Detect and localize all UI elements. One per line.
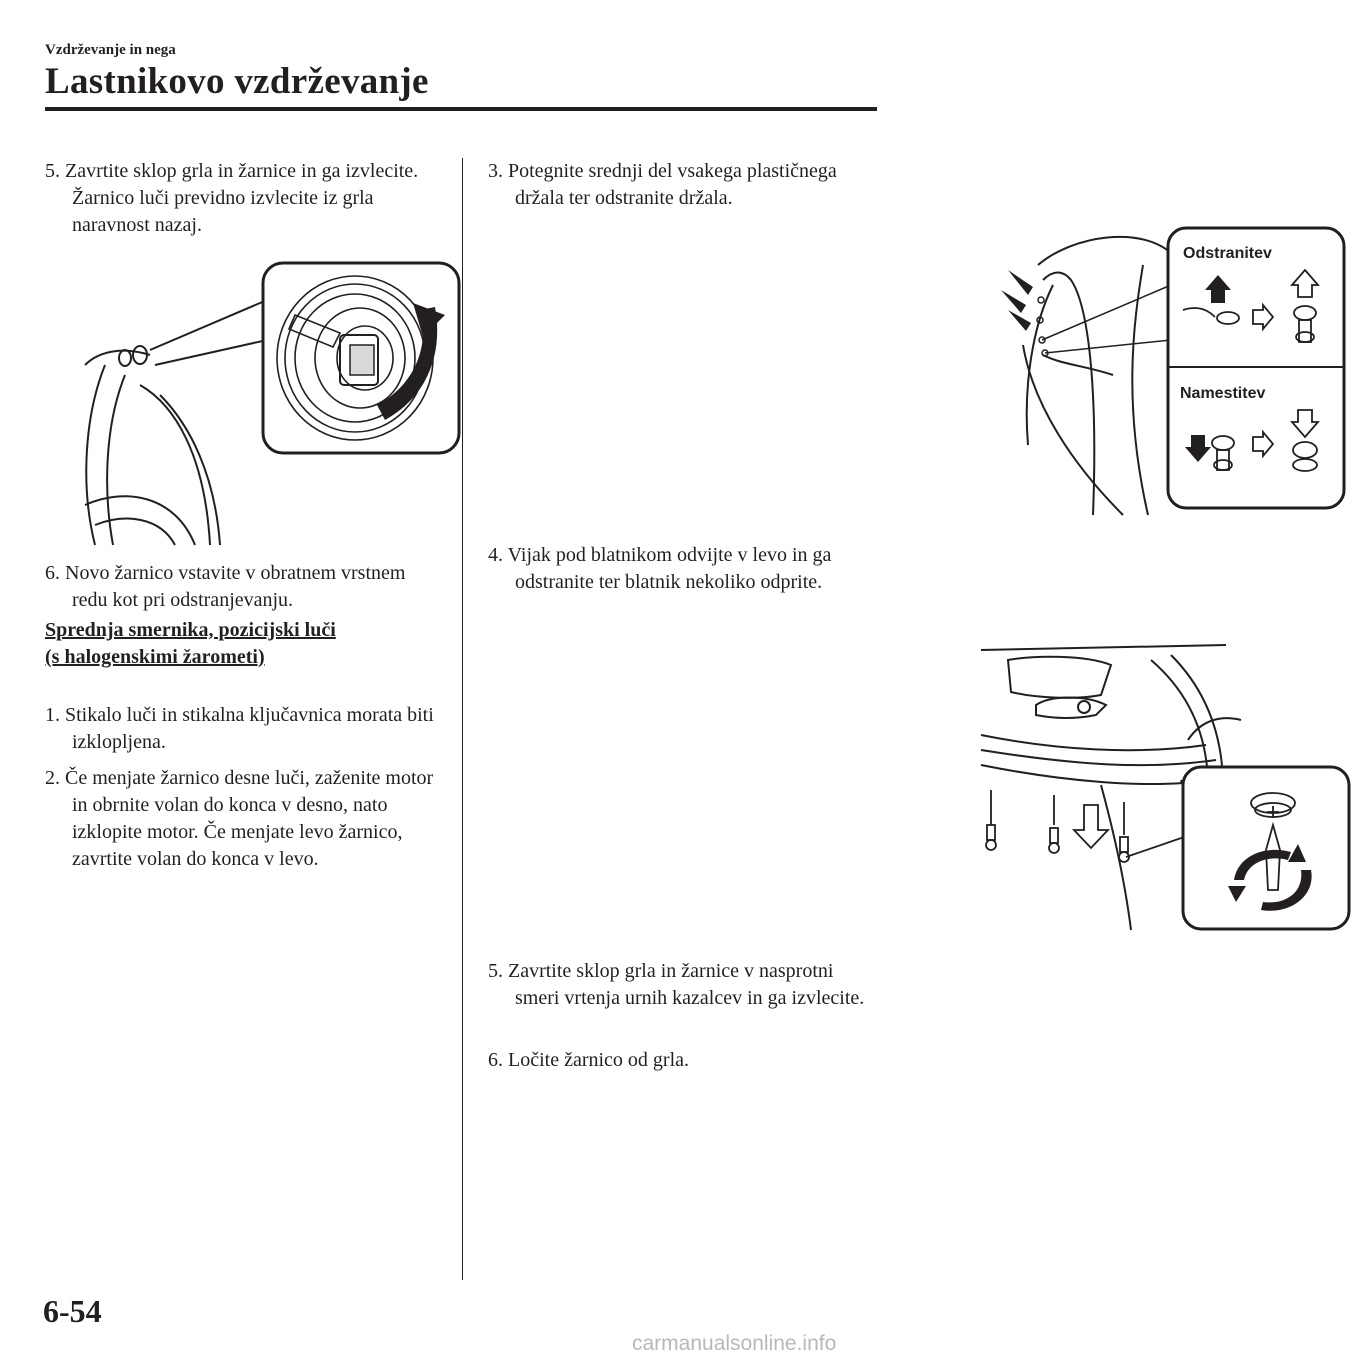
left-step-2: 2. Če menjate žarnico desne luči, zaženite motor in obrnite volan do konca v desno, nato izklopite motor. Če menjate levo žarnico, zavrtite volan do konca v levo. [45, 767, 434, 870]
right-step-5: 5. Zavrtite sklop grla in žarnice v nasprotni smeri vrtenja urnih kazalcev in ga izvlecite. [488, 960, 865, 1009]
right-step-3: 3. Potegnite srednji del vsakega plastičnega držala ter odstranite držala. [488, 160, 837, 209]
clip-removal-illustration [993, 225, 1353, 515]
clip-installation-label: Namestitev [1180, 385, 1266, 402]
page-number: 6-54 [43, 1293, 102, 1329]
right-step-4: 4. Vijak pod blatnikom odvijte v levo in ga odstranite ter blatnik nekoliko odprite. [488, 544, 832, 593]
section-heading-line1: Sprednja smernika, pozicijski luči [45, 619, 336, 641]
section-label: Vzdrževanje in nega [45, 42, 176, 58]
down-arrow-icon [1074, 805, 1108, 848]
left-step-1: 1. Stikalo luči in stikalna ključavnica morata biti izklopljena. [45, 704, 434, 753]
left-step-5: 5. Zavrtite sklop grla in žarnice in ga izvlecite. Žarnico luči previdno izvlecite iz grla naravnost nazaj. [45, 160, 419, 236]
page-title: Lastnikovo vzdrževanje [45, 61, 429, 102]
clip-removal-label: Odstranitev [1183, 245, 1272, 262]
bulb-socket-illustration [65, 255, 465, 550]
left-step-6: 6. Novo žarnico vstavite v obratnem vrstnem redu kot pri odstranjevanju. [45, 562, 406, 611]
fender-screw-illustration [976, 640, 1356, 940]
title-rule [45, 107, 877, 111]
footer-watermark: carmanualsonline.info [632, 1332, 837, 1355]
section-heading-line2: (s halogenskimi žarometi) [45, 646, 265, 668]
right-step-6: 6. Ločite žarnico od grla. [488, 1049, 690, 1071]
